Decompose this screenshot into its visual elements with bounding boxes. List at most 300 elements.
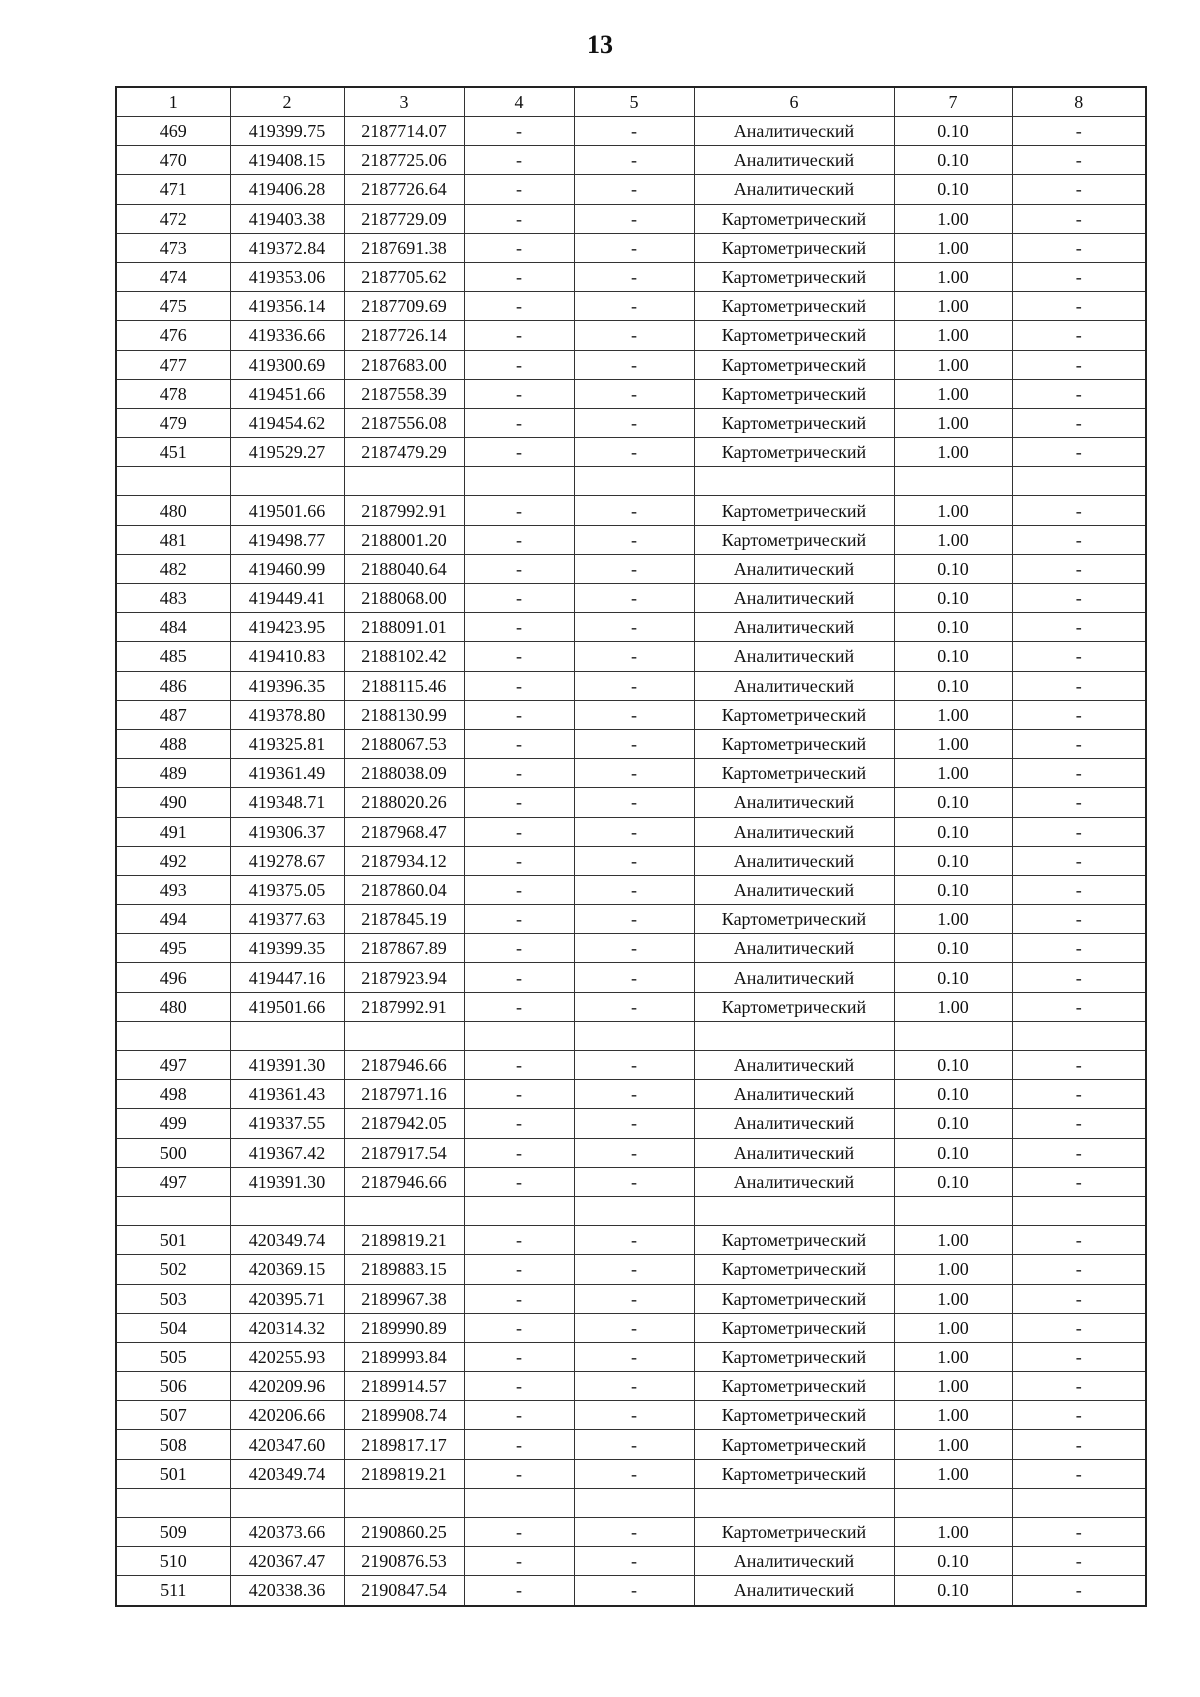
column-5-cell: -: [574, 1342, 694, 1371]
table-row: [116, 146, 1146, 175]
method-cell: Картометрический: [694, 233, 894, 262]
method-cell: Картометрический: [694, 1226, 894, 1255]
accuracy-cell: [894, 467, 1012, 496]
column-8-cell: [1012, 1488, 1146, 1517]
column-8-cell: -: [1012, 759, 1146, 788]
method-cell: Картометрический: [694, 292, 894, 321]
column-5-cell: -: [574, 1167, 694, 1196]
y-coordinate-cell: 2189990.89: [344, 1313, 464, 1342]
method-cell: Аналитический: [694, 788, 894, 817]
column-8-cell: -: [1012, 146, 1146, 175]
column-5-cell: -: [574, 642, 694, 671]
table-row: [116, 292, 1146, 321]
x-coordinate-cell: 419399.35: [230, 934, 344, 963]
column-8-cell: -: [1012, 525, 1146, 554]
column-5-cell: -: [574, 1051, 694, 1080]
x-coordinate-cell: 419375.05: [230, 875, 344, 904]
accuracy-cell: 1.00: [894, 1401, 1012, 1430]
y-coordinate-cell: 2188067.53: [344, 729, 464, 758]
x-coordinate-cell: 419361.43: [230, 1080, 344, 1109]
x-coordinate-cell: 419447.16: [230, 963, 344, 992]
table-row: [116, 262, 1146, 291]
table-row: [116, 1255, 1146, 1284]
method-cell: Аналитический: [694, 584, 894, 613]
column-8-cell: -: [1012, 934, 1146, 963]
method-cell: Картометрический: [694, 1430, 894, 1459]
column-4-cell: -: [464, 525, 574, 554]
point-number-cell: 511: [116, 1576, 230, 1606]
column-5-cell: -: [574, 671, 694, 700]
accuracy-cell: [894, 1196, 1012, 1225]
column-5-cell: -: [574, 117, 694, 146]
point-number-cell: 477: [116, 350, 230, 379]
point-number-cell: 475: [116, 292, 230, 321]
x-coordinate-cell: 419498.77: [230, 525, 344, 554]
column-8-cell: -: [1012, 1401, 1146, 1430]
column-4-cell: -: [464, 1372, 574, 1401]
y-coordinate-cell: 2187558.39: [344, 379, 464, 408]
point-number-cell: 488: [116, 729, 230, 758]
table-row: [116, 233, 1146, 262]
method-cell: Картометрический: [694, 262, 894, 291]
column-4-cell: -: [464, 1051, 574, 1080]
x-coordinate-cell: 419372.84: [230, 233, 344, 262]
x-coordinate-cell: 420338.36: [230, 1576, 344, 1606]
table-row: [116, 1051, 1146, 1080]
column-header: 1: [116, 87, 230, 117]
column-4-cell: -: [464, 1255, 574, 1284]
column-4-cell: [464, 1488, 574, 1517]
accuracy-cell: 1.00: [894, 262, 1012, 291]
column-4-cell: [464, 467, 574, 496]
column-4-cell: [464, 1196, 574, 1225]
x-coordinate-cell: 420367.47: [230, 1547, 344, 1576]
accuracy-cell: 1.00: [894, 525, 1012, 554]
table-row: [116, 1342, 1146, 1371]
y-coordinate-cell: [344, 467, 464, 496]
accuracy-cell: [894, 1021, 1012, 1050]
accuracy-cell: 1.00: [894, 438, 1012, 467]
y-coordinate-cell: 2187691.38: [344, 233, 464, 262]
column-5-cell: -: [574, 992, 694, 1021]
column-4-cell: -: [464, 1430, 574, 1459]
column-4-cell: -: [464, 554, 574, 583]
column-5-cell: -: [574, 262, 694, 291]
column-4-cell: -: [464, 350, 574, 379]
method-cell: Аналитический: [694, 817, 894, 846]
column-4-cell: -: [464, 700, 574, 729]
column-4-cell: -: [464, 146, 574, 175]
point-number-cell: 486: [116, 671, 230, 700]
column-8-cell: -: [1012, 233, 1146, 262]
method-cell: Аналитический: [694, 1080, 894, 1109]
table-row: [116, 788, 1146, 817]
column-8-cell: -: [1012, 1518, 1146, 1547]
table-row: [116, 438, 1146, 467]
table-row: [116, 729, 1146, 758]
x-coordinate-cell: 419449.41: [230, 584, 344, 613]
accuracy-cell: 0.10: [894, 1138, 1012, 1167]
accuracy-cell: 1.00: [894, 1226, 1012, 1255]
column-4-cell: -: [464, 233, 574, 262]
accuracy-cell: 0.10: [894, 1576, 1012, 1606]
y-coordinate-cell: 2187556.08: [344, 408, 464, 437]
column-8-cell: -: [1012, 1342, 1146, 1371]
column-5-cell: -: [574, 175, 694, 204]
accuracy-cell: 1.00: [894, 350, 1012, 379]
x-coordinate-cell: 419300.69: [230, 350, 344, 379]
table-row: [116, 1401, 1146, 1430]
point-number-cell: 500: [116, 1138, 230, 1167]
method-cell: Аналитический: [694, 1109, 894, 1138]
accuracy-cell: 0.10: [894, 554, 1012, 583]
method-cell: Картометрический: [694, 1518, 894, 1547]
column-5-cell: -: [574, 496, 694, 525]
x-coordinate-cell: 419410.83: [230, 642, 344, 671]
x-coordinate-cell: [230, 467, 344, 496]
method-cell: Аналитический: [694, 875, 894, 904]
column-8-cell: -: [1012, 992, 1146, 1021]
table-row: [116, 846, 1146, 875]
point-number-cell: 503: [116, 1284, 230, 1313]
point-number-cell: 510: [116, 1547, 230, 1576]
table-row: [116, 496, 1146, 525]
accuracy-cell: 1.00: [894, 700, 1012, 729]
column-5-cell: -: [574, 875, 694, 904]
column-4-cell: -: [464, 262, 574, 291]
method-cell: Картометрический: [694, 1372, 894, 1401]
y-coordinate-cell: 2187479.29: [344, 438, 464, 467]
y-coordinate-cell: 2187968.47: [344, 817, 464, 846]
column-8-cell: -: [1012, 788, 1146, 817]
column-5-cell: -: [574, 729, 694, 758]
x-coordinate-cell: 419378.80: [230, 700, 344, 729]
table-row: [116, 1167, 1146, 1196]
x-coordinate-cell: 419377.63: [230, 905, 344, 934]
column-4-cell: -: [464, 934, 574, 963]
accuracy-cell: 0.10: [894, 875, 1012, 904]
column-8-cell: -: [1012, 642, 1146, 671]
accuracy-cell: 1.00: [894, 1255, 1012, 1284]
point-number-cell: 473: [116, 233, 230, 262]
column-8-cell: -: [1012, 584, 1146, 613]
column-8-cell: -: [1012, 875, 1146, 904]
column-4-cell: -: [464, 1080, 574, 1109]
column-5-cell: [574, 1021, 694, 1050]
column-5-cell: -: [574, 350, 694, 379]
column-4-cell: -: [464, 408, 574, 437]
column-8-cell: -: [1012, 1547, 1146, 1576]
column-4-cell: -: [464, 1167, 574, 1196]
accuracy-cell: 0.10: [894, 788, 1012, 817]
column-8-cell: -: [1012, 117, 1146, 146]
column-5-cell: -: [574, 1401, 694, 1430]
column-4-cell: -: [464, 496, 574, 525]
x-coordinate-cell: 419353.06: [230, 262, 344, 291]
method-cell: Картометрический: [694, 379, 894, 408]
y-coordinate-cell: 2188020.26: [344, 788, 464, 817]
table-row: [116, 1488, 1146, 1517]
column-5-cell: -: [574, 292, 694, 321]
column-8-cell: -: [1012, 496, 1146, 525]
y-coordinate-cell: 2189819.21: [344, 1459, 464, 1488]
accuracy-cell: 0.10: [894, 175, 1012, 204]
column-8-cell: -: [1012, 1284, 1146, 1313]
column-5-cell: -: [574, 379, 694, 408]
method-cell: [694, 467, 894, 496]
accuracy-cell: 0.10: [894, 117, 1012, 146]
x-coordinate-cell: 419529.27: [230, 438, 344, 467]
point-number-cell: 489: [116, 759, 230, 788]
accuracy-cell: 0.10: [894, 817, 1012, 846]
accuracy-cell: 0.10: [894, 934, 1012, 963]
method-cell: Аналитический: [694, 613, 894, 642]
column-8-cell: -: [1012, 1255, 1146, 1284]
column-8-cell: -: [1012, 1080, 1146, 1109]
column-header: 6: [694, 87, 894, 117]
table-row: [116, 875, 1146, 904]
point-number-cell: 509: [116, 1518, 230, 1547]
column-4-cell: -: [464, 1547, 574, 1576]
x-coordinate-cell: 419391.30: [230, 1051, 344, 1080]
table-row: [116, 554, 1146, 583]
point-number-cell: 501: [116, 1226, 230, 1255]
column-5-cell: -: [574, 817, 694, 846]
column-8-cell: -: [1012, 1167, 1146, 1196]
y-coordinate-cell: 2188130.99: [344, 700, 464, 729]
y-coordinate-cell: 2187845.19: [344, 905, 464, 934]
accuracy-cell: 1.00: [894, 1372, 1012, 1401]
point-number-cell: 494: [116, 905, 230, 934]
accuracy-cell: 0.10: [894, 584, 1012, 613]
method-cell: [694, 1021, 894, 1050]
table-row: [116, 379, 1146, 408]
column-5-cell: -: [574, 408, 694, 437]
y-coordinate-cell: 2189883.15: [344, 1255, 464, 1284]
x-coordinate-cell: 420314.32: [230, 1313, 344, 1342]
x-coordinate-cell: 419337.55: [230, 1109, 344, 1138]
method-cell: Аналитический: [694, 175, 894, 204]
column-4-cell: -: [464, 292, 574, 321]
x-coordinate-cell: 419278.67: [230, 846, 344, 875]
x-coordinate-cell: 419367.42: [230, 1138, 344, 1167]
column-8-cell: [1012, 1021, 1146, 1050]
column-8-cell: -: [1012, 350, 1146, 379]
y-coordinate-cell: 2187992.91: [344, 496, 464, 525]
y-coordinate-cell: 2187726.14: [344, 321, 464, 350]
column-4-cell: -: [464, 905, 574, 934]
y-coordinate-cell: 2187709.69: [344, 292, 464, 321]
table-row: [116, 1430, 1146, 1459]
x-coordinate-cell: 420209.96: [230, 1372, 344, 1401]
method-cell: Аналитический: [694, 1547, 894, 1576]
x-coordinate-cell: 420395.71: [230, 1284, 344, 1313]
accuracy-cell: 1.00: [894, 1459, 1012, 1488]
method-cell: Картометрический: [694, 525, 894, 554]
column-4-cell: -: [464, 321, 574, 350]
column-4-cell: -: [464, 759, 574, 788]
x-coordinate-cell: 419336.66: [230, 321, 344, 350]
accuracy-cell: 0.10: [894, 642, 1012, 671]
x-coordinate-cell: 419396.35: [230, 671, 344, 700]
table-row: [116, 467, 1146, 496]
column-5-cell: [574, 1196, 694, 1225]
column-4-cell: -: [464, 1459, 574, 1488]
column-header: 8: [1012, 87, 1146, 117]
table-row: [116, 613, 1146, 642]
method-cell: Картометрический: [694, 759, 894, 788]
point-number-cell: 490: [116, 788, 230, 817]
column-5-cell: -: [574, 1576, 694, 1606]
method-cell: Картометрический: [694, 1459, 894, 1488]
column-5-cell: -: [574, 1518, 694, 1547]
y-coordinate-cell: 2188102.42: [344, 642, 464, 671]
column-8-cell: -: [1012, 321, 1146, 350]
point-number-cell: 476: [116, 321, 230, 350]
point-number-cell: 482: [116, 554, 230, 583]
table-row: [116, 700, 1146, 729]
column-8-cell: -: [1012, 379, 1146, 408]
column-4-cell: -: [464, 117, 574, 146]
column-5-cell: -: [574, 905, 694, 934]
table-row: [116, 905, 1146, 934]
column-4-cell: [464, 1021, 574, 1050]
method-cell: Картометрический: [694, 408, 894, 437]
column-8-cell: -: [1012, 700, 1146, 729]
column-8-cell: -: [1012, 729, 1146, 758]
point-number-cell: 474: [116, 262, 230, 291]
accuracy-cell: 1.00: [894, 1313, 1012, 1342]
column-8-cell: -: [1012, 1430, 1146, 1459]
table-row: [116, 963, 1146, 992]
method-cell: Картометрический: [694, 992, 894, 1021]
accuracy-cell: 1.00: [894, 992, 1012, 1021]
accuracy-cell: 0.10: [894, 146, 1012, 175]
y-coordinate-cell: 2190847.54: [344, 1576, 464, 1606]
method-cell: Аналитический: [694, 963, 894, 992]
y-coordinate-cell: 2188040.64: [344, 554, 464, 583]
accuracy-cell: 0.10: [894, 963, 1012, 992]
point-number-cell: [116, 1488, 230, 1517]
column-5-cell: -: [574, 204, 694, 233]
x-coordinate-cell: 419361.49: [230, 759, 344, 788]
y-coordinate-cell: 2189967.38: [344, 1284, 464, 1313]
point-number-cell: 470: [116, 146, 230, 175]
accuracy-cell: 0.10: [894, 1109, 1012, 1138]
point-number-cell: 478: [116, 379, 230, 408]
column-4-cell: -: [464, 1518, 574, 1547]
table-row: [116, 350, 1146, 379]
method-cell: Картометрический: [694, 905, 894, 934]
column-8-cell: -: [1012, 408, 1146, 437]
table-header-row: [116, 87, 1146, 117]
column-5-cell: -: [574, 700, 694, 729]
x-coordinate-cell: 419325.81: [230, 729, 344, 758]
method-cell: Картометрический: [694, 438, 894, 467]
accuracy-cell: 0.10: [894, 1547, 1012, 1576]
x-coordinate-cell: 419406.28: [230, 175, 344, 204]
method-cell: Картометрический: [694, 729, 894, 758]
x-coordinate-cell: 419501.66: [230, 992, 344, 1021]
point-number-cell: 485: [116, 642, 230, 671]
y-coordinate-cell: 2189908.74: [344, 1401, 464, 1430]
point-number-cell: 491: [116, 817, 230, 846]
accuracy-cell: 1.00: [894, 1430, 1012, 1459]
method-cell: Картометрический: [694, 1401, 894, 1430]
column-5-cell: -: [574, 1547, 694, 1576]
y-coordinate-cell: 2187917.54: [344, 1138, 464, 1167]
point-number-cell: 479: [116, 408, 230, 437]
y-coordinate-cell: 2187946.66: [344, 1167, 464, 1196]
column-5-cell: -: [574, 846, 694, 875]
y-coordinate-cell: 2188068.00: [344, 584, 464, 613]
column-5-cell: -: [574, 1430, 694, 1459]
x-coordinate-cell: 420369.15: [230, 1255, 344, 1284]
point-number-cell: 506: [116, 1372, 230, 1401]
point-number-cell: 481: [116, 525, 230, 554]
column-5-cell: -: [574, 759, 694, 788]
accuracy-cell: 0.10: [894, 846, 1012, 875]
column-5-cell: -: [574, 963, 694, 992]
point-number-cell: [116, 467, 230, 496]
table-row: [116, 1226, 1146, 1255]
point-number-cell: [116, 1021, 230, 1050]
column-5-cell: -: [574, 1284, 694, 1313]
y-coordinate-cell: 2187705.62: [344, 262, 464, 291]
column-5-cell: -: [574, 584, 694, 613]
x-coordinate-cell: 419454.62: [230, 408, 344, 437]
column-header: 3: [344, 87, 464, 117]
y-coordinate-cell: 2189993.84: [344, 1342, 464, 1371]
x-coordinate-cell: 419451.66: [230, 379, 344, 408]
point-number-cell: 480: [116, 992, 230, 1021]
method-cell: Аналитический: [694, 1138, 894, 1167]
y-coordinate-cell: 2187934.12: [344, 846, 464, 875]
column-header: 4: [464, 87, 574, 117]
y-coordinate-cell: 2187923.94: [344, 963, 464, 992]
accuracy-cell: 1.00: [894, 204, 1012, 233]
method-cell: Аналитический: [694, 1051, 894, 1080]
column-8-cell: -: [1012, 175, 1146, 204]
column-4-cell: -: [464, 1313, 574, 1342]
x-coordinate-cell: 420373.66: [230, 1518, 344, 1547]
column-4-cell: -: [464, 817, 574, 846]
column-header: 2: [230, 87, 344, 117]
point-number-cell: 504: [116, 1313, 230, 1342]
table-row: [116, 1547, 1146, 1576]
table-row: [116, 759, 1146, 788]
column-8-cell: -: [1012, 905, 1146, 934]
column-8-cell: -: [1012, 846, 1146, 875]
accuracy-cell: 1.00: [894, 905, 1012, 934]
column-8-cell: -: [1012, 671, 1146, 700]
point-number-cell: 492: [116, 846, 230, 875]
accuracy-cell: 1.00: [894, 1342, 1012, 1371]
column-5-cell: -: [574, 934, 694, 963]
y-coordinate-cell: 2188038.09: [344, 759, 464, 788]
column-5-cell: -: [574, 554, 694, 583]
accuracy-cell: 1.00: [894, 729, 1012, 758]
x-coordinate-cell: 419403.38: [230, 204, 344, 233]
column-8-cell: -: [1012, 817, 1146, 846]
x-coordinate-cell: [230, 1021, 344, 1050]
method-cell: Аналитический: [694, 146, 894, 175]
y-coordinate-cell: [344, 1196, 464, 1225]
accuracy-cell: 1.00: [894, 1518, 1012, 1547]
point-number-cell: 508: [116, 1430, 230, 1459]
method-cell: Картометрический: [694, 496, 894, 525]
table-row: [116, 934, 1146, 963]
